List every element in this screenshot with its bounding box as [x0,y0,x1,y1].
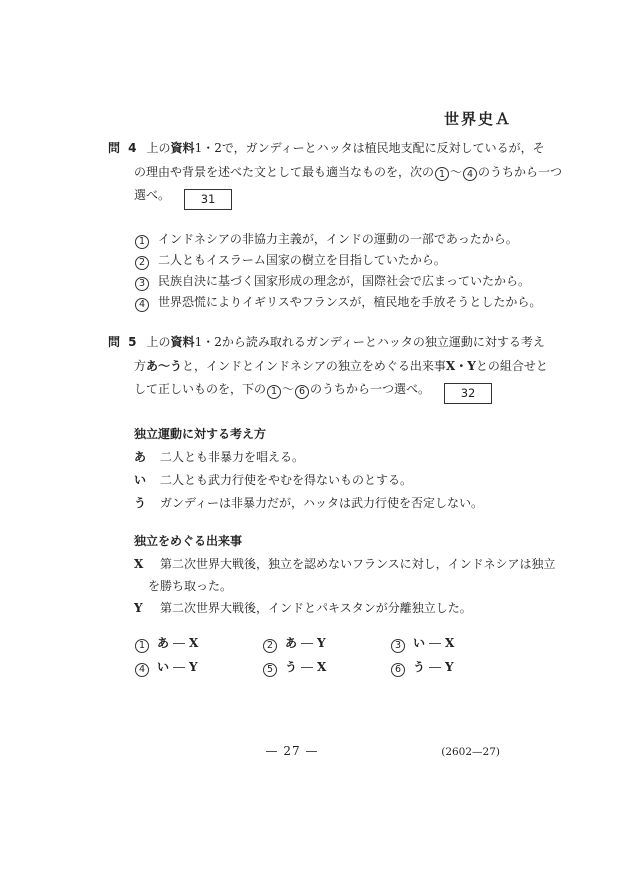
q5-thought-i-key: い [134,473,147,487]
q5-combo-2 [262,634,390,653]
q4-text-line-3 [108,184,548,210]
q5-combo-4 [134,658,262,677]
circled-number-icon: 1 [135,639,149,653]
circled-number-icon: 6 [391,663,405,677]
dash-separator: ― [173,659,186,674]
q5-combo-1 [134,634,262,653]
q5-combo-3-kana: い [413,636,426,651]
q4-text-line-3-text: 選べ。 [134,188,171,202]
q5-event-y-key: Y [134,601,143,615]
circled-number-icon: 4 [463,167,477,181]
q5-thought-a-key: あ [134,450,147,464]
q5-line-1 [108,331,548,355]
q5-label: 問 5 [108,335,139,349]
q5-event-x-text-line-1: 第二次世界大戦後，独立を認めないフランスに対し，インドネシアは独立 [160,557,556,571]
q4-text-line-1: 上の資料1・2で，ガンディーとハッタは植民地支配に反対しているが，そ [146,141,545,155]
q5-combo-3 [390,634,518,653]
circled-number-icon: 4 [135,663,149,677]
q5-combo-2-kana: あ [285,636,298,651]
q5-thought-u [108,492,548,515]
q4-option-4 [134,292,548,313]
q5-event-x-text-line-2: を勝ち取った。 [148,579,233,593]
q5-thought-a [108,446,548,469]
q5-event-y [108,597,548,619]
circled-number-icon: 6 [295,385,309,399]
q4-option-1-text: インドネシアの非協力主義が，インドの運動の一部であったから。 [158,232,518,246]
dash-separator: ― [301,636,314,651]
q5-combo-1-kana: あ [157,636,170,651]
q5-combo-5 [262,658,390,677]
q5-event-y-text-line-1: 第二次世界大戦後，インドとパキスタンが分離独立した。 [160,601,472,615]
q4-option-2-text: 二人ともイスラーム国家の樹立を目指していたから。 [158,253,446,267]
q5-combo-4-kana: い [157,659,170,674]
print-code: (2602—27) [441,746,500,758]
q5-combo-4-letter: Y [189,659,198,674]
q5-event-x-key: X [134,557,144,571]
q5-text-line-2: 方あ～うと，インドとインドネシアの独立をめぐる出来事X・Yとの組合せと [134,358,548,373]
dash-separator: ― [301,659,314,674]
circled-number-icon: 5 [263,663,277,677]
page-content [108,137,563,679]
q5-thought-u-text: ガンディーは非暴力だが，ハッタは武力行使を否定しない。 [160,496,484,510]
q5-thought-u-key: う [134,496,147,510]
q4-option-2 [134,250,548,271]
circled-number-icon: 4 [135,298,149,312]
q5-thoughts-heading: 独立運動に対する考え方 [134,427,267,441]
question-5 [108,331,556,679]
q4-option-1 [134,229,548,250]
circled-number-icon: 1 [267,385,281,399]
q4-answer-box: 31 [184,189,232,210]
dash-separator: ― [429,636,442,651]
q4-options [108,229,548,313]
q5-combo-6 [390,658,518,677]
page-number: — 27 — [265,744,319,758]
q5-combo-2-letter: Y [317,636,326,651]
q5-answer-box: 32 [444,383,492,404]
q5-combo-5-letter: X [317,659,327,674]
q5-combinations [108,632,548,679]
dash-separator: ― [429,659,442,674]
q5-text-line-3-text: して正しいものを，下の 1 ～ 6 のうちから一つ選べ。 [134,382,431,397]
q4-line-1 [108,137,548,161]
q5-thought-a-text: 二人とも非暴力を唱える。 [160,450,305,464]
question-4 [108,137,563,313]
q4-label: 問 4 [108,141,139,155]
q5-combo-1-letter: X [189,636,199,651]
q5-text-line-1: 上の資料1・2から読み取れるガンディーとハッタの独立運動に対する考え [146,335,545,349]
q5-combo-6-letter: Y [445,659,454,674]
circled-number-icon: 3 [391,639,405,653]
q4-option-4-text: 世界恐慌によりイギリスやフランスが，植民地を手放そうとしたから。 [158,295,542,309]
q5-combo-5-kana: う [285,659,298,674]
q5-thought-i [108,469,548,492]
circled-number-icon: 2 [263,639,277,653]
circled-number-icon: 1 [435,167,449,181]
q4-option-3 [134,271,548,292]
circled-number-icon: 3 [135,277,149,291]
q5-event-x [108,553,556,575]
q5-combo-3-letter: X [445,636,455,651]
q5-thought-i-text: 二人とも武力行使をやむを得ないものとする。 [160,473,413,487]
page-header-subject: 世界史Ａ [443,110,512,128]
q4-option-3-text: 民族自決に基づく国家形成の理念が，国際社会で広まっていたから。 [158,274,531,288]
q5-events-heading: 独立をめぐる出来事 [134,534,243,548]
circled-number-icon: 2 [135,256,149,270]
q5-text-line-3 [108,378,548,404]
q4-text-line-2: の理由や背景を述べた文として最も適当なものを，次の 1 ～ 4 のうちから一つ [134,164,563,180]
q5-combo-6-kana: う [413,659,426,674]
dash-separator: ― [173,636,186,651]
circled-number-icon: 1 [135,235,149,249]
